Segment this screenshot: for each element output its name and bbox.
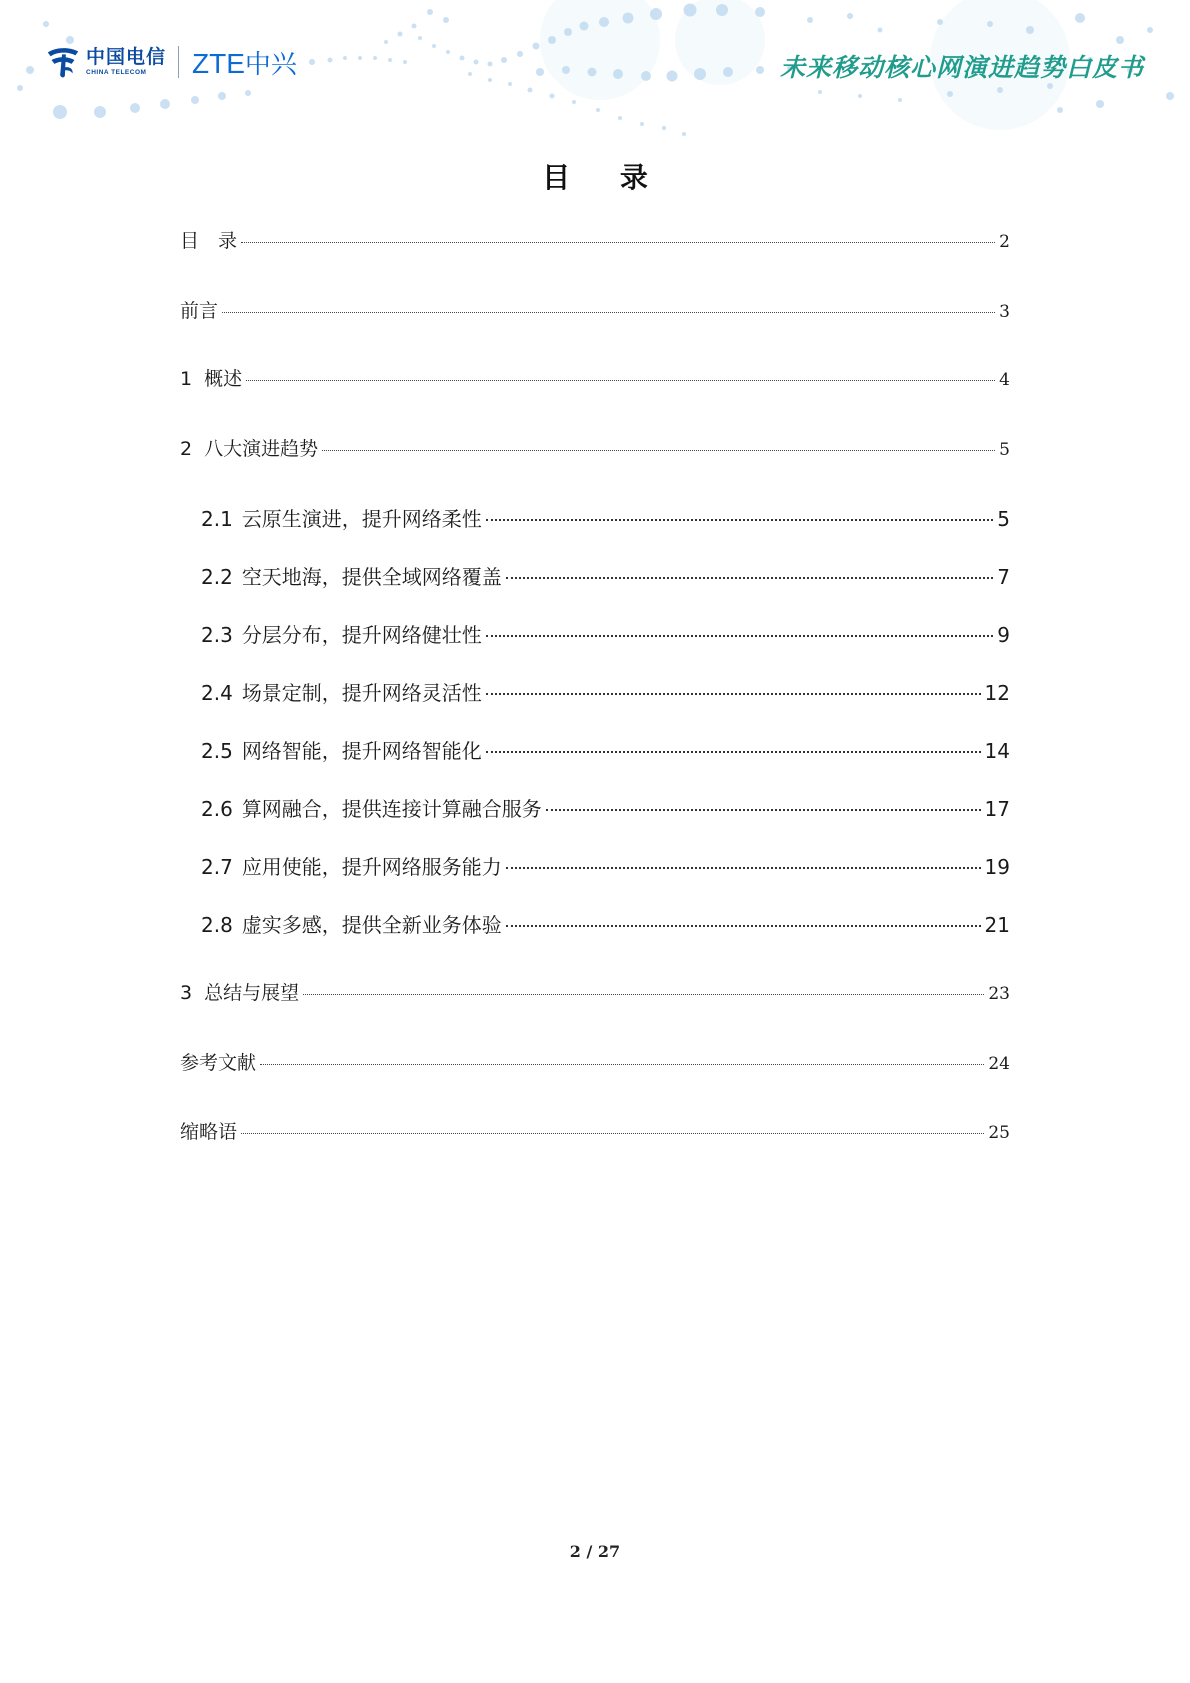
toc-entry[interactable] (180, 1117, 1010, 1144)
toc-dot-leader (241, 242, 995, 243)
header-dot (694, 68, 706, 80)
header-dot (432, 44, 436, 48)
header-dot (533, 43, 540, 50)
toc-entry-page: 5 (997, 507, 1010, 531)
zte-logo-chinese: 中兴 (244, 49, 297, 79)
toc-entry-title: 概述 (204, 368, 243, 390)
header-dot (548, 36, 556, 44)
header-dot (501, 57, 507, 63)
header-dot (94, 106, 106, 118)
toc-dot-leader (486, 693, 981, 695)
toc-entry-label (180, 364, 242, 391)
toc-dot-leader (506, 925, 981, 927)
toc-entry[interactable] (201, 677, 1010, 706)
logo-divider (178, 46, 179, 78)
toc-entry-number: 1 (180, 368, 193, 390)
header-dot (641, 71, 651, 81)
toc-entry-page: 4 (999, 370, 1010, 390)
header-dot (328, 58, 333, 63)
toc-entry-number: 2.1 (201, 507, 233, 531)
toc-entry-title: 分层分布，提升网络健壮性 (241, 623, 482, 647)
header-dot (427, 9, 433, 15)
toc-entry-label (201, 619, 482, 648)
header-dot (474, 60, 479, 65)
toc-entry[interactable] (201, 851, 1010, 880)
toc-dot-leader (241, 1133, 984, 1134)
toc-entry-label (201, 503, 482, 532)
header-dot (373, 56, 377, 60)
header-dot (218, 92, 226, 100)
toc-dot-leader (260, 1064, 984, 1065)
page-number: 2 / 27 (569, 1542, 621, 1561)
header-dot (191, 96, 199, 104)
page-header (0, 0, 1190, 150)
toc-entry-number: 2.6 (201, 797, 233, 821)
toc-entry-page: 9 (997, 623, 1010, 647)
toc-entry-title: 前言 (180, 300, 219, 322)
toc-entry-title: 空天地海，提供全域网络覆盖 (241, 565, 502, 589)
toc-entry-page: 25 (988, 1123, 1010, 1143)
header-dot (723, 67, 733, 77)
header-dot (1096, 100, 1104, 108)
toc-entry-number: 2.4 (201, 681, 233, 705)
header-dot (640, 122, 644, 126)
header-dot (388, 58, 392, 62)
header-dot (384, 40, 388, 44)
toc-entry-page: 5 (999, 440, 1010, 460)
header-dot (858, 94, 862, 98)
header-dot (130, 103, 140, 113)
header-dot (358, 56, 362, 60)
header-dot (1026, 26, 1034, 34)
toc-entry-title: 场景定制，提升网络灵活性 (241, 681, 482, 705)
toc-entry[interactable] (201, 561, 1010, 590)
china-telecom-logo (44, 42, 166, 82)
toc-entry-page: 2 (999, 232, 1010, 252)
toc-dot-leader (506, 867, 981, 869)
toc-entry-label (201, 561, 502, 590)
toc-dot-leader (546, 809, 981, 811)
toc-entry-number: 2.5 (201, 739, 233, 763)
toc-entry[interactable] (180, 434, 1010, 461)
toc-dot-leader (486, 519, 993, 521)
toc-dot-leader (322, 450, 995, 451)
toc-entry-page: 12 (984, 681, 1010, 705)
header-dot (997, 87, 1003, 93)
toc-entry[interactable] (180, 226, 1010, 253)
header-dot (1116, 36, 1124, 44)
header-dot (403, 60, 407, 64)
toc-entry-title: 缩略语 (180, 1121, 238, 1143)
toc-entry-title: 云原生演进，提升网络柔性 (241, 507, 482, 531)
header-dot (847, 13, 853, 19)
toc-entry-label (201, 793, 542, 822)
toc-entry[interactable] (180, 296, 1010, 323)
header-dot (343, 56, 347, 60)
toc-entry-label (180, 1117, 237, 1144)
toc-entry-page: 21 (984, 913, 1010, 937)
toc-entry-number: 2.3 (201, 623, 233, 647)
zte-logo-icon: ZTE (192, 48, 245, 79)
header-dot (43, 21, 49, 27)
header-dot (488, 62, 493, 67)
toc-entry-label (180, 296, 218, 323)
toc-entry[interactable] (201, 619, 1010, 648)
toc-entry-label (201, 677, 482, 706)
header-dot (987, 21, 993, 27)
header-dot (755, 7, 765, 17)
header-dot (662, 126, 666, 130)
toc-entry[interactable] (201, 735, 1010, 764)
header-dot (460, 56, 465, 61)
toc-entry-label (180, 226, 237, 253)
header-dot (508, 82, 512, 86)
toc-dot-leader (506, 577, 993, 579)
toc-entry-title: 目 录 (180, 230, 238, 252)
toc-entry-title: 八大演进趋势 (204, 438, 319, 460)
toc-entry[interactable] (201, 793, 1010, 822)
header-dot (446, 50, 450, 54)
header-dot (878, 28, 883, 33)
toc-entry[interactable] (201, 909, 1010, 938)
header-dot (517, 51, 523, 57)
toc-entry-number: 2.8 (201, 913, 233, 937)
toc-entry-number: 2.7 (201, 855, 233, 879)
header-dot (580, 22, 589, 31)
header-dot (418, 36, 422, 40)
header-dot (309, 59, 315, 65)
toc-entry-label (180, 978, 299, 1005)
toc-entry-page: 24 (988, 1054, 1010, 1074)
toc-dot-leader (303, 994, 984, 995)
header-dot (596, 108, 600, 112)
header-dot (588, 68, 597, 77)
toc-entry-page: 19 (984, 855, 1010, 879)
toc-entry[interactable] (180, 1048, 1010, 1075)
header-dot (536, 68, 544, 76)
toc-entry-page: 3 (999, 302, 1010, 322)
toc-entry-label (201, 909, 502, 938)
toc-entry-label (180, 434, 318, 461)
header-glow (540, 0, 660, 100)
toc-entry[interactable] (180, 978, 1010, 1005)
toc-entry[interactable] (201, 503, 1010, 532)
header-dot (160, 99, 170, 109)
header-dot (26, 66, 34, 74)
toc-entry[interactable] (180, 364, 1010, 391)
zte-logo (192, 44, 297, 81)
header-dot (818, 90, 822, 94)
toc-dot-leader (486, 635, 993, 637)
header-dot (564, 28, 572, 36)
header-dot (1057, 107, 1063, 113)
header-dot (468, 72, 472, 76)
header-dot (947, 91, 953, 97)
header-dot (572, 100, 576, 104)
toc-entry-number: 2.2 (201, 565, 233, 589)
toc-heading: 目 录 (542, 161, 668, 194)
header-dot (716, 4, 728, 16)
toc-entry-label (180, 1048, 256, 1075)
header-dot (1166, 92, 1174, 100)
header-dot (1147, 27, 1153, 33)
toc-entry-title: 虚实多感，提供全新业务体验 (241, 913, 502, 937)
toc-entry-title: 参考文献 (180, 1052, 257, 1074)
header-dot (618, 116, 622, 120)
toc-dot-leader (222, 312, 995, 313)
china-telecom-logo-english: CHINA TELECOM (86, 68, 147, 76)
header-dot (684, 4, 697, 17)
header-dot (807, 17, 813, 23)
toc-entry-page: 7 (997, 565, 1010, 589)
header-dot (623, 13, 634, 24)
header-dot (562, 66, 570, 74)
header-dot (443, 17, 449, 23)
toc-entry-label (201, 735, 482, 764)
header-dot (667, 71, 678, 82)
toc-entry-title: 算网融合，提供连接计算融合服务 (241, 797, 542, 821)
china-telecom-logo-text: 中国电信 (86, 45, 167, 68)
toc-entry-page: 23 (988, 984, 1010, 1004)
header-dot (488, 78, 492, 82)
header-dot (245, 90, 251, 96)
toc-dot-leader (246, 380, 995, 381)
header-dot (550, 94, 555, 99)
header-dot (1075, 13, 1085, 23)
header-dot (937, 19, 943, 25)
header-dot (682, 132, 686, 136)
toc-entry-number: 3 (180, 982, 193, 1004)
toc-entry-title: 网络智能，提升网络智能化 (241, 739, 482, 763)
toc-entry-number: 2 (180, 438, 193, 460)
toc-dot-leader (486, 751, 981, 753)
toc-entry-title: 应用使能，提升网络服务能力 (241, 855, 502, 879)
header-dot (756, 66, 764, 74)
document-title: 未来移动核心网演进趋势白皮书 (779, 53, 1144, 82)
header-dot (398, 32, 403, 37)
toc-entry-title: 总结与展望 (204, 982, 300, 1004)
toc-entry-page: 14 (984, 739, 1010, 763)
header-dot (613, 69, 623, 79)
toc-entry-page: 17 (984, 797, 1010, 821)
header-dot (17, 85, 23, 91)
china-telecom-logo-icon (44, 43, 82, 81)
header-dot (599, 17, 609, 27)
header-dot (528, 88, 533, 93)
header-dot (898, 98, 902, 102)
header-dot (650, 8, 662, 20)
header-dot (412, 24, 417, 29)
toc-entry-label (201, 851, 502, 880)
header-dot (53, 105, 67, 119)
